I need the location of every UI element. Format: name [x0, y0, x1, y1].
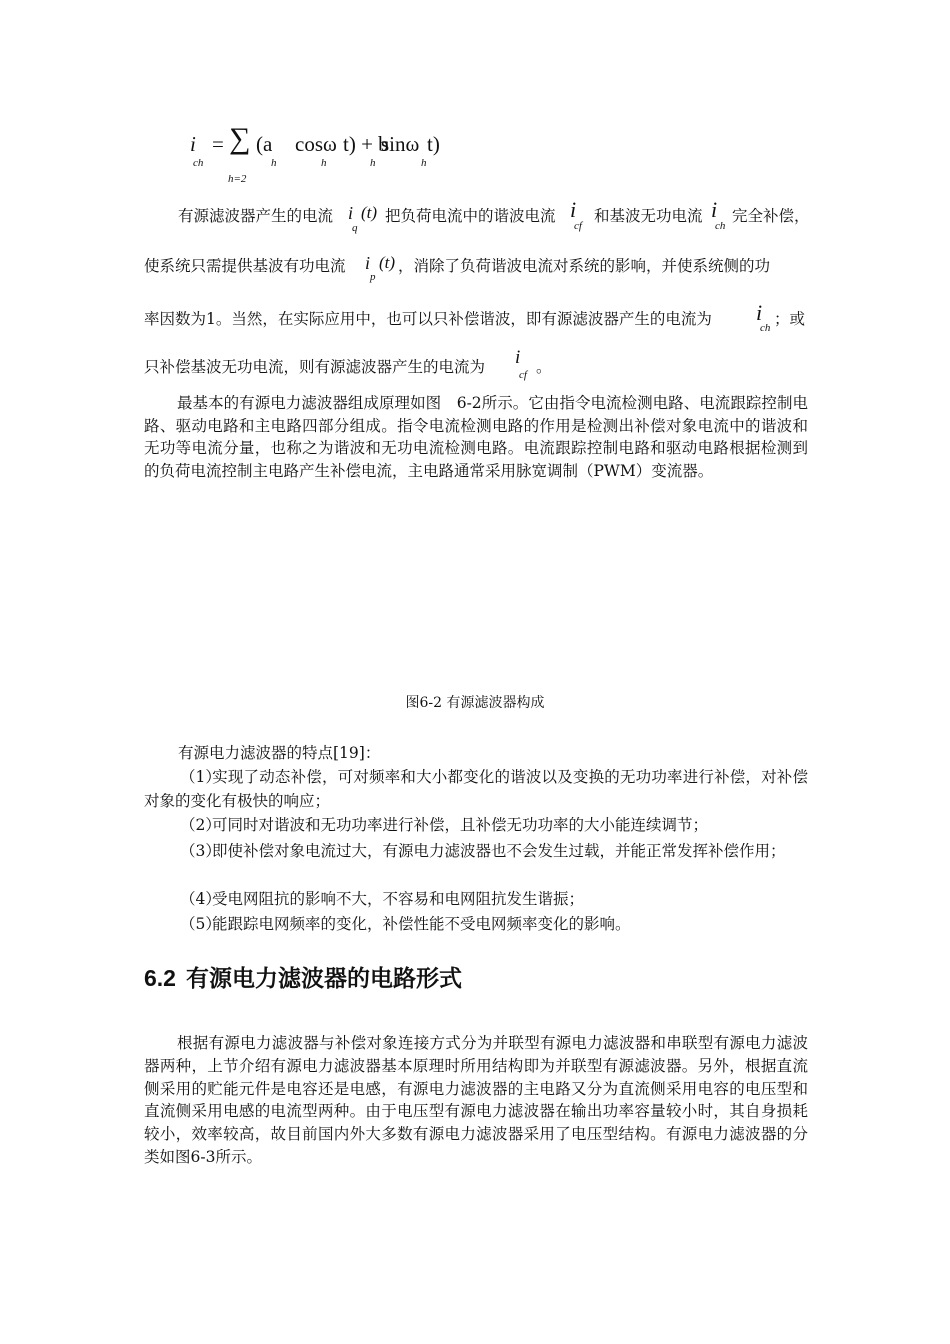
- list-item-number: （1）: [180, 768, 221, 786]
- p1-line2-arg: (t): [379, 253, 396, 272]
- p1-line2-var: i: [365, 253, 371, 273]
- p1-line1-arg1: (t): [361, 203, 378, 222]
- p1-line1-var1: i: [348, 203, 354, 223]
- list-item: [144, 814, 808, 838]
- p1-line1-sub3: ch: [715, 220, 726, 232]
- p1-line1-c: 和基波无功电流: [594, 207, 703, 225]
- section-heading: [144, 960, 462, 993]
- formula-body-3: t) + b: [343, 132, 389, 156]
- formula-body-2: cosω: [295, 132, 337, 156]
- p1-line4-b: 。: [536, 358, 552, 376]
- p2-text: 最基本的有源电力滤波器组成原理如图 6-2所示。它由指令电流检测电路、电流跟踪控制电路、驱动电路和主电路四部分组成。指令电流检测电路的作用是检测出补偿对象电流中的谐波和无功等电流分量，也称之为谐波和无功电流检测电路。电流跟踪控制电路和驱动电路根据检测到的负荷电流控制主电路产生补偿电流，主电路通常采用脉宽调制（PWM）变流器。: [144, 394, 808, 480]
- section-number: 6.2: [144, 965, 176, 991]
- formula-body-1: (a: [256, 132, 273, 156]
- list-item: [144, 766, 808, 813]
- section-title: 有源电力滤波器的电路形式: [185, 966, 462, 992]
- list-item-text: 受电网阻抗的影响不大，不容易和电网阻抗发生谐振；: [212, 890, 585, 908]
- p1-line1-var2: i: [570, 197, 577, 222]
- formula-sub-h1: h: [271, 157, 277, 169]
- formula-body-5: t): [427, 132, 440, 156]
- formula-sub-h4: h: [421, 157, 427, 169]
- list-item: [144, 840, 808, 864]
- formula-sub-h2: h: [321, 157, 327, 169]
- p1-line1-a: 有源滤波器产生的电流: [178, 207, 334, 225]
- list-item-text: 可同时对谐波和无功功率进行补偿，且补偿无功功率的大小能连续调节；: [212, 816, 709, 834]
- list-item-number: （5）: [180, 915, 221, 933]
- list-item-number: （4）: [180, 890, 221, 908]
- list-item: [144, 888, 808, 912]
- p1-line1-sub2: cf: [574, 220, 582, 232]
- list-item: [144, 913, 808, 937]
- list-item-number: （3）: [180, 842, 221, 860]
- formula-lhs-sub: ch: [193, 157, 204, 169]
- p1-line4-var: i: [515, 347, 521, 368]
- p1-line1-sub1: q: [352, 222, 358, 234]
- list-item-text: 实现了动态补偿，可对频率和大小都变化的谐波以及变换的无功功率进行补偿，对补偿对象的变化有极快的响应；: [144, 768, 808, 810]
- p1-line1-d: 完全补偿，: [732, 207, 810, 225]
- paragraph-2: [144, 392, 808, 482]
- list-item-text: 即使补偿对象电流过大，有源电力滤波器也不会发生过载，并能正常发挥补偿作用；: [212, 842, 786, 860]
- p1-line1-b: 把负荷电流中的谐波电流: [385, 207, 556, 225]
- p1-line4-sub: cf: [519, 369, 527, 381]
- p1-line2-sub: p: [370, 271, 376, 283]
- formula-body-4: sinω: [381, 132, 420, 156]
- p1-line3-b: ；或: [774, 310, 806, 328]
- p1-line2-b: ，消除了负荷谐波电流对系统的影响，并使系统侧的功: [398, 257, 771, 275]
- p1-line3-sub: ch: [760, 322, 771, 334]
- figure-caption: 图6-2 有源滤波器构成: [405, 695, 545, 711]
- formula-sigma: ∑: [229, 122, 251, 155]
- formula-lhs-var: i: [190, 132, 196, 156]
- list-item-text: 能跟踪电网频率的变化，补偿性能不受电网频率变化的影响。: [212, 915, 631, 933]
- p1-line3-a: 率因数为1。当然，在实际应用中，也可以只补偿谐波，即有源滤波器产生的电流为: [144, 310, 712, 328]
- list-item-number: （2）: [180, 816, 221, 834]
- p3-text: 根据有源电力滤波器与补偿对象连接方式分为并联型有源电力滤波器和串联型有源电力滤波器两种，上节介绍有源电力滤波器基本原理时所用结构即为并联型有源滤波器。另外，根据直流侧采用的贮能元件是电容还是电感，有源电力滤波器的主电路又分为直流侧采用电容的电压型和直流侧采用电感的电流型两种。由于电压型有源电力滤波器在输出功率容量较小时，其自身损耗较小，效率较高，故目前国内外大多数有源电力滤波器采用了电压型结构。有源电力滤波器的分类如图6-3所示。: [144, 1034, 808, 1166]
- p1-line4-a: 只补偿基波无功电流，则有源滤波器产生的电流为: [144, 358, 486, 376]
- formula-sub-h3: h: [370, 157, 376, 169]
- formula-equals: =: [212, 132, 224, 156]
- p1-line1-var3: i: [711, 197, 718, 222]
- p1-line2-a: 使系统只需提供基波有功电流: [144, 257, 346, 275]
- features-intro: 有源电力滤波器的特点[19]：: [178, 744, 381, 762]
- formula-lower-limit: h=2: [228, 173, 247, 185]
- paragraph-3: [144, 1032, 808, 1169]
- p1-line3-var: i: [756, 300, 763, 325]
